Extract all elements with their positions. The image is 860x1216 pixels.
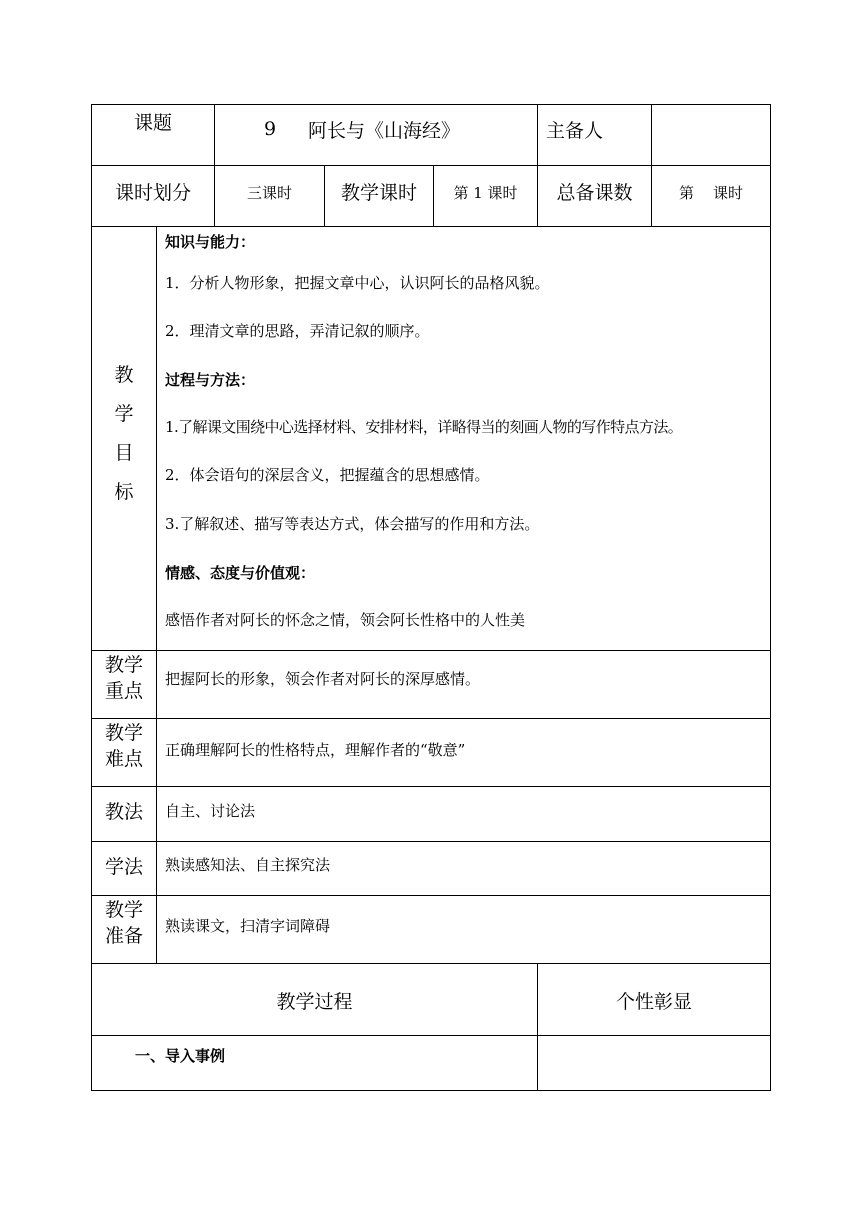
prep-label-line: 教学 [104, 899, 143, 921]
divider [91, 786, 771, 787]
divider [214, 104, 215, 226]
study-label: 学法 [104, 856, 143, 878]
objectives-label-char: 目 [114, 442, 134, 464]
method-label: 教法 [104, 801, 143, 823]
objectives-label-char: 学 [114, 403, 134, 425]
divider [91, 1035, 771, 1036]
difficulty-label [92, 720, 156, 772]
key-point-label [92, 652, 156, 704]
process-title: 教学过程 [276, 991, 353, 1013]
objective-item: 3.了解叙述、描写等表达方式，体会描写的作用和方法。 [165, 515, 540, 533]
total-label: 总备课数 [556, 182, 633, 204]
divider [91, 963, 771, 964]
preparer-label: 主备人 [546, 120, 604, 142]
lesson-label: 课题 [133, 112, 172, 134]
lesson-title: 阿长与《山海经》 [308, 120, 461, 142]
divider [91, 650, 771, 651]
key-point-value: 把握阿长的形象，领会作者对阿长的深厚感情。 [165, 670, 481, 688]
objective-heading: 情感、态度与价值观： [165, 564, 316, 582]
objective-item: 感悟作者对阿长的怀念之情，领会阿长性格中的人性美 [165, 611, 526, 629]
key-point-label-line: 教学 [104, 654, 143, 676]
objective-item: 1.了解课文围绕中心选择材料、安排材料，详略得当的刻画人物的写作特点方法。 [165, 418, 683, 436]
objective-item: 1．分析人物形象，把握文章中心，认识阿长的品格风貌。 [165, 274, 550, 292]
border-top [91, 104, 771, 105]
border-bottom [91, 1090, 771, 1091]
divider [91, 841, 771, 842]
study-value: 熟读感知法、自主探究法 [165, 856, 331, 874]
total-value: 第 课时 [678, 184, 744, 202]
objective-item: 2．理清文章的思路，弄清记叙的顺序。 [165, 322, 430, 340]
prep-value: 熟读课文，扫清字词障碍 [165, 917, 331, 935]
hours-label: 课时划分 [114, 182, 191, 204]
divider [537, 963, 538, 1090]
divider [651, 104, 652, 226]
divider [156, 226, 157, 963]
objective-heading: 知识与能力： [165, 233, 256, 251]
border-right [770, 104, 771, 1091]
divider [91, 165, 771, 166]
teaching-hour-value: 第 1 课时 [453, 184, 518, 202]
objective-item: 2．体会语句的深层含义，把握蕴含的思想感情。 [165, 466, 490, 484]
objective-heading: 过程与方法： [165, 371, 256, 389]
difficulty-value: 正确理解阿长的性格特点，理解作者的“敬意” [165, 741, 466, 759]
personal-title: 个性彰显 [615, 991, 692, 1013]
objectives-label-char: 教 [114, 364, 134, 386]
difficulty-label-line: 教学 [104, 722, 143, 744]
key-point-label-line: 重点 [104, 680, 143, 702]
divider [91, 718, 771, 719]
objectives-label [92, 360, 156, 516]
teaching-hour-label: 教学课时 [340, 182, 417, 204]
prep-label-line: 准备 [104, 925, 143, 947]
divider [91, 895, 771, 896]
objectives-label-char: 标 [114, 481, 134, 503]
prep-label [92, 897, 156, 949]
hours-value: 三课时 [246, 184, 292, 202]
lesson-number: 9 [264, 118, 277, 140]
difficulty-label-line: 难点 [104, 748, 143, 770]
method-value: 自主、讨论法 [165, 802, 256, 820]
first-step: 一、导入事例 [135, 1047, 226, 1065]
divider [537, 104, 538, 226]
divider [91, 226, 771, 227]
